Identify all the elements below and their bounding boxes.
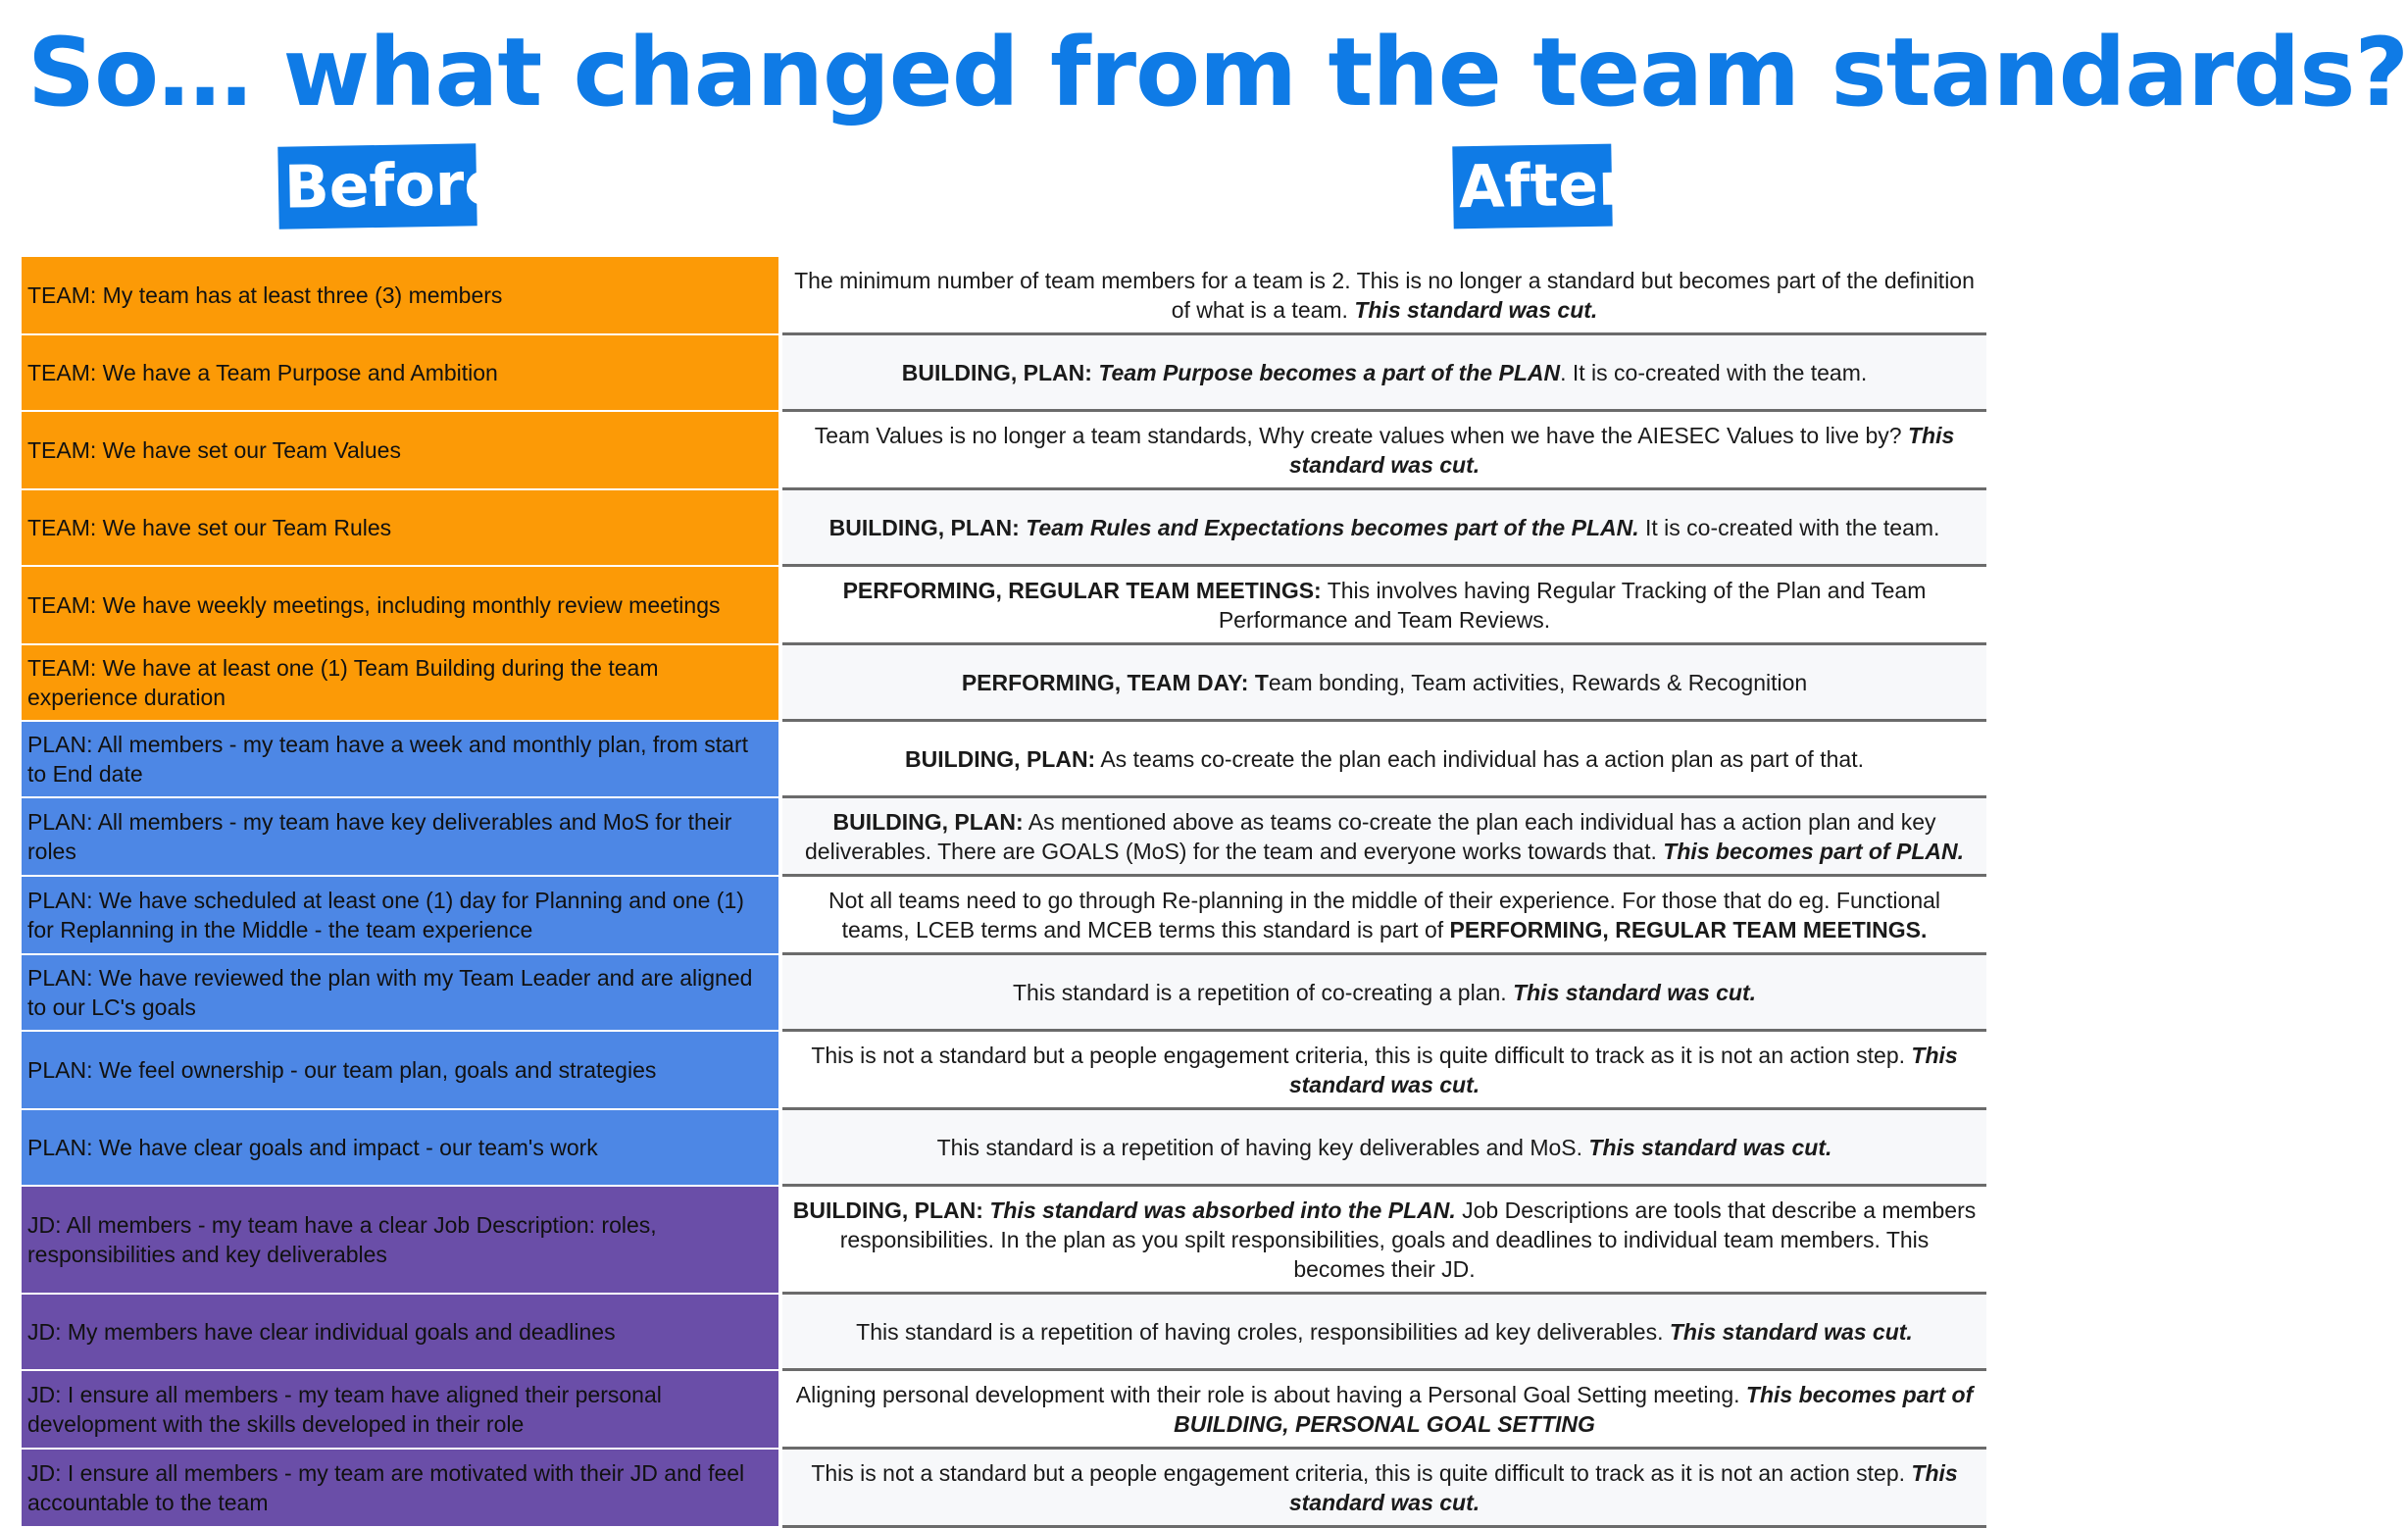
table-row [22,877,1986,955]
after-cell: This is not a standard but a people engagement criteria, this is quite difficult to track as it is not an action step. This standard was cut. [782,1450,1986,1528]
after-cell: BUILDING, PLAN: Team Rules and Expectations becomes part of the PLAN. It is co-created with the team. [782,490,1986,567]
after-cell: BUILDING, PLAN: As teams co-create the plan each individual has a action plan as part of that. [782,722,1986,798]
table-row [22,335,1986,412]
after-cell: This standard is a repetition of having key deliverables and MoS. This standard was cut. [782,1110,1986,1187]
after-cell: PERFORMING, REGULAR TEAM MEETINGS: This involves having Regular Tracking of the Plan and Team Performance and Team Reviews. [782,567,1986,645]
after-cell: This standard is a repetition of having croles, responsibilities ad key deliverables. This standard was cut. [782,1295,1986,1371]
after-header: After [1452,144,1612,229]
table-row [22,567,1986,645]
before-cell: JD: All members - my team have a clear Job Description: roles, responsibilities and key deliverables [22,1187,782,1295]
before-cell: JD: I ensure all members - my team are motivated with their JD and feel accountable to the team [22,1450,782,1528]
table-row [22,1450,1986,1528]
table-row [22,645,1986,722]
before-cell: TEAM: We have set our Team Values [22,412,782,490]
before-cell: TEAM: We have set our Team Rules [22,490,782,567]
before-cell: TEAM: We have weekly meetings, including monthly review meetings [22,567,782,645]
table-row [22,1187,1986,1295]
table-row [22,490,1986,567]
before-cell: JD: I ensure all members - my team have aligned their personal development with the skills developed in their role [22,1371,782,1450]
after-cell: This standard is a repetition of co-creating a plan. This standard was cut. [782,955,1986,1032]
before-cell: PLAN: We have reviewed the plan with my Team Leader and are aligned to our LC's goals [22,955,782,1032]
before-cell: TEAM: We have a Team Purpose and Ambition [22,335,782,412]
after-cell: The minimum number of team members for a team is 2. This is no longer a standard but becomes part of the definition of what is a team. This standard was cut. [782,257,1986,335]
table-row [22,1295,1986,1371]
before-cell: JD: My members have clear individual goals and deadlines [22,1295,782,1371]
table-row [22,412,1986,490]
after-cell: BUILDING, PLAN: Team Purpose becomes a part of the PLAN. It is co-created with the team. [782,335,1986,412]
after-cell: Team Values is no longer a team standards, Why create values when we have the AIESEC Values to live by? This standard was cut. [782,412,1986,490]
page-title: So… what changed from the team standards? [27,18,2408,127]
before-cell: TEAM: We have at least one (1) Team Building during the team experience duration [22,645,782,722]
after-cell: BUILDING, PLAN: As mentioned above as teams co-create the plan each individual has a action plan and key deliverables. There are GOALS (MoS) for the team and everyone works towards that. This becomes part of PLAN. [782,798,1986,877]
before-cell: PLAN: All members - my team have a week and monthly plan, from start to End date [22,722,782,798]
table-row [22,798,1986,877]
before-header: Before [277,143,477,229]
before-cell: PLAN: All members - my team have key deliverables and MoS for their roles [22,798,782,877]
table-row [22,1032,1986,1110]
after-cell: This is not a standard but a people engagement criteria, this is quite difficult to track as it is not an action step. This standard was cut. [782,1032,1986,1110]
standards-comparison-table [22,257,1986,1528]
table-row [22,1371,1986,1450]
table-row [22,722,1986,798]
after-cell: Aligning personal development with their role is about having a Personal Goal Setting meeting. This becomes part of BUILDING, PERSONAL GOAL SETTING [782,1371,1986,1450]
table-row [22,955,1986,1032]
after-cell: Not all teams need to go through Re-planning in the middle of their experience. For those that do eg. Functional teams, LCEB terms and MCEB terms this standard is part of PERFORMING, REGULAR TEAM MEETINGS. [782,877,1986,955]
before-cell: PLAN: We feel ownership - our team plan, goals and strategies [22,1032,782,1110]
after-cell: BUILDING, PLAN: This standard was absorbed into the PLAN. Job Descriptions are tools that describe a members responsibilities. In the plan as you spilt responsibilities, goals and deadlines to individual team members. This becomes their JD. [782,1187,1986,1295]
table-row [22,257,1986,335]
after-cell: PERFORMING, TEAM DAY: Team bonding, Team activities, Rewards & Recognition [782,645,1986,722]
table-row [22,1110,1986,1187]
before-cell: TEAM: My team has at least three (3) members [22,257,782,335]
before-cell: PLAN: We have scheduled at least one (1) day for Planning and one (1) for Replanning in the Middle - the team experience [22,877,782,955]
before-cell: PLAN: We have clear goals and impact - our team's work [22,1110,782,1187]
